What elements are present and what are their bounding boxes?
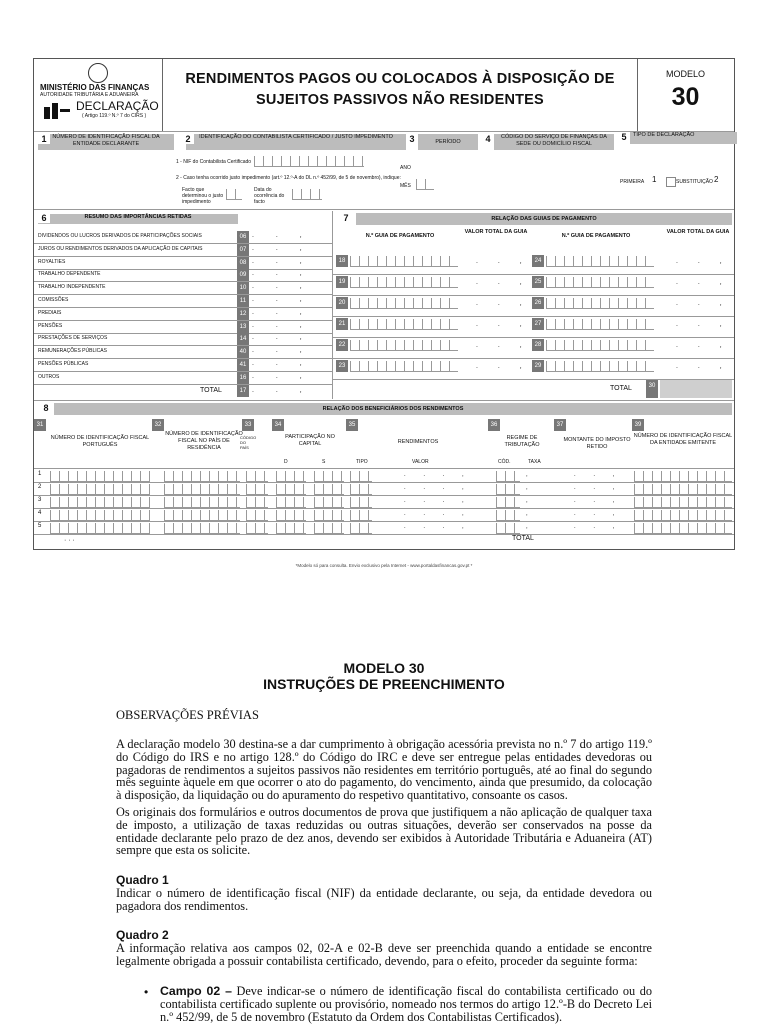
- guia-row-code: 27: [532, 318, 544, 330]
- guia-value-input[interactable]: . . ,: [676, 342, 731, 349]
- guia-number-input[interactable]: [350, 277, 458, 288]
- section-8-number: 8: [40, 403, 52, 413]
- benef-cell-input[interactable]: [496, 471, 520, 482]
- benef-cell-input[interactable]: [314, 497, 344, 508]
- guia-value-input[interactable]: . . ,: [476, 321, 531, 328]
- benef-cell-input[interactable]: [634, 484, 732, 495]
- benef-value-input[interactable]: ,: [526, 498, 536, 504]
- resumo-row-code: 16: [237, 372, 249, 384]
- benef-cell-input[interactable]: [496, 497, 520, 508]
- guia-value-input[interactable]: . . ,: [676, 258, 731, 265]
- benef-cell-input[interactable]: [350, 510, 372, 521]
- resumo-row-value[interactable]: . . ,: [252, 308, 312, 316]
- valor-col-left: VALOR TOTAL DA GUIA: [464, 229, 528, 235]
- section-2-header: [186, 134, 406, 150]
- col-32-header: NÚMERO DE IDENTIFICAÇÃO FISCAL NO PAÍS DE RESIDÊNCIA: [165, 431, 243, 451]
- section-3-title: PERÍODO: [435, 139, 461, 145]
- col-36-header: REGIME DE TRIBUTAÇÃO: [504, 435, 540, 448]
- benef-cell-input[interactable]: [246, 484, 268, 495]
- guias-total-label: TOTAL: [610, 385, 632, 392]
- benef-cell-input[interactable]: [314, 471, 344, 482]
- col-31-header: NÚMERO DE IDENTIFICAÇÃO FISCAL PORTUGUÊS: [50, 435, 150, 448]
- section-1-number: 1: [38, 134, 50, 144]
- resumo-row-code: 11: [237, 295, 249, 307]
- resumo-row-code: 09: [237, 269, 249, 281]
- benef-value-input[interactable]: . . ,: [574, 472, 623, 478]
- col-35-valor: VALOR: [412, 459, 429, 465]
- guia-col-left: N.º GUIA DE PAGAMENTO: [365, 233, 435, 239]
- guia-row-code: 21: [336, 318, 348, 330]
- col-31-code: 31: [34, 419, 46, 431]
- campo-02-body: Deve indicar-se o número de identificação fiscal do contabilista certificado ou do contabilista certificado suplente ou provisório, nomeado nos termos do artigo 12.º-B do Decreto Lei n.º 452/99, de 5 de novembro (Estatuto da Ordem dos Contabilistas Certificados).: [160, 984, 652, 1024]
- resumo-row-code: 07: [237, 244, 249, 256]
- benef-cell-input[interactable]: [350, 497, 372, 508]
- guia-value-input[interactable]: . . ,: [676, 321, 731, 328]
- facto-label: Facto que determinou o justo impedimento: [182, 187, 224, 205]
- quadro-2-text: A informação relativa aos campos 02, 02-A e 02-B deve ser preenchida quando a entidade se encontre legalmente obrigada a possuir contabilista certificado, devendo, para o efeito, proceder da seguinte forma:: [116, 941, 652, 968]
- resumo-row-value[interactable]: . . ,: [252, 270, 312, 278]
- section-4-header: [494, 134, 614, 150]
- resumo-row-label: TRABALHO INDEPENDENTE: [38, 284, 106, 291]
- benef-cell-input[interactable]: [164, 471, 240, 482]
- resumo-row-label: COMISSÕES: [38, 297, 69, 303]
- guia-number-input[interactable]: [546, 298, 654, 309]
- resumo-row-label: TRABALHO DEPENDENTE: [38, 271, 101, 278]
- footnote: *Modelo só para consulta. Envio exclusivo pela Internet - www.portaldasfinancas.gov.pt *: [295, 563, 473, 568]
- modelo-label: MODELO: [665, 69, 705, 79]
- section-1-title: NÚMERO DE IDENTIFICAÇÃO FISCAL DA ENTIDADE DECLARANTE: [52, 134, 160, 147]
- guia-number-input[interactable]: [546, 361, 654, 372]
- ministry-block: [34, 59, 163, 131]
- guia-number-input[interactable]: [350, 340, 458, 351]
- col-36-code: 36: [488, 419, 500, 431]
- benef-cell-input[interactable]: [164, 497, 240, 508]
- guia-value-input[interactable]: . . ,: [476, 300, 531, 307]
- substituicao-label: SUBSTITUIÇÃO: [676, 179, 713, 185]
- resumo-row-value[interactable]: . . ,: [252, 296, 312, 303]
- form-title: [170, 69, 630, 111]
- guia-number-input[interactable]: [350, 298, 458, 309]
- benef-value-input[interactable]: . . ,: [574, 511, 623, 517]
- col-33-header: CÓDIGO DO PAÍS: [240, 435, 257, 450]
- benef-cell-input[interactable]: [314, 523, 344, 534]
- guia-number-input[interactable]: [350, 319, 458, 330]
- section-6-number: 6: [38, 213, 50, 223]
- form-title-line2: SUJEITOS PASSIVOS NÃO RESIDENTES: [256, 92, 544, 108]
- guia-number-input[interactable]: [546, 277, 654, 288]
- resumo-row-label: OUTROS: [38, 373, 60, 380]
- guias-total-value[interactable]: [660, 380, 732, 398]
- primeira-checkbox[interactable]: [666, 177, 676, 187]
- benef-row-number: 2: [38, 484, 42, 490]
- section-5-title: TIPO DE DECLARAÇÃO: [633, 132, 695, 138]
- guia-number-input[interactable]: [546, 340, 654, 351]
- benef-cell-input[interactable]: [276, 523, 306, 534]
- resumo-row-value[interactable]: . . ,: [252, 372, 312, 380]
- resumo-total-label: TOTAL: [200, 387, 222, 394]
- quadro-1-text: Indicar o número de identificação fiscal (NIF) da entidade declarante, ou seja, da entidade devedora ou pagadora dos rendimentos.: [116, 886, 652, 913]
- benef-row-number: 5: [38, 523, 42, 529]
- guia-number-input[interactable]: [546, 319, 654, 330]
- section-8-title: RELAÇÃO DOS BENEFICIÁRIOS DOS RENDIMENTOS: [322, 406, 464, 412]
- guia-value-input[interactable]: . . ,: [476, 258, 531, 265]
- guia-number-input[interactable]: [350, 361, 458, 372]
- resumo-row-label: ROYALTIES: [38, 258, 66, 265]
- col-34-d: D: [284, 459, 288, 465]
- at-logo-icon: [44, 103, 70, 119]
- guia-col-right: N.º GUIA DE PAGAMENTO: [561, 233, 631, 239]
- benef-cell-input[interactable]: [246, 471, 268, 482]
- mes-label: MÊS: [400, 183, 411, 189]
- benef-cell-input[interactable]: [634, 497, 732, 508]
- campo-02-text: [160, 985, 652, 1023]
- resumo-row-code: 10: [237, 282, 249, 294]
- ministry-name: MINISTÉRIO DAS FINANÇAS: [40, 83, 150, 92]
- benef-value-input[interactable]: . . ,: [574, 485, 623, 491]
- benef-total-label: TOTAL: [512, 535, 534, 542]
- section-6-title: RESUMO DAS IMPORTÂNCIAS RETIDAS: [84, 214, 192, 220]
- guia-row-code: 24: [532, 255, 544, 267]
- benef-cell-input[interactable]: [634, 471, 732, 482]
- instructions-title-2: INSTRUÇÕES DE PREENCHIMENTO: [263, 676, 505, 692]
- resumo-row-code: 14: [237, 333, 249, 345]
- bullet-dot: •: [144, 985, 149, 999]
- benef-value-input[interactable]: ,: [526, 511, 536, 517]
- resumo-row-label: PENSÕES: [38, 322, 63, 329]
- benef-cell-input[interactable]: [276, 484, 306, 495]
- resumo-row-label: REMUNERAÇÕES PÚBLICAS: [38, 348, 107, 355]
- modelo-number: 30: [671, 83, 700, 111]
- resumo-row-label: PENSÕES PÚBLICAS: [38, 361, 89, 367]
- authority-name: AUTORIDADE TRIBUTÁRIA E ADUANEIRA: [40, 92, 139, 98]
- benef-value-input[interactable]: . . . ,: [404, 498, 472, 504]
- benef-cell-input[interactable]: [50, 523, 150, 534]
- benef-cell-input[interactable]: [246, 510, 268, 521]
- resumo-row-code: 13: [237, 321, 249, 333]
- col-34-code: 34: [272, 419, 284, 431]
- section-6-header: [38, 214, 238, 224]
- col-36-cod: CÓD.: [498, 459, 511, 465]
- benef-cell-input[interactable]: [350, 484, 372, 495]
- col-39-header: NÚMERO DE IDENTIFICAÇÃO FISCAL DA ENTIDADE EMITENTE: [633, 433, 733, 446]
- col-35-tipo: TIPO: [356, 459, 368, 465]
- benef-cell-input[interactable]: [164, 510, 240, 521]
- guia-value-input[interactable]: . . ,: [476, 363, 531, 370]
- form-title-line1: RENDIMENTOS PAGOS OU COLOCADOS À DISPOSIÇÃO DE: [185, 71, 615, 87]
- data-facto-input[interactable]: [292, 189, 322, 200]
- benef-cell-input[interactable]: [164, 523, 240, 534]
- justo-impedimento-label: 2 - Caso tenha ocorrido justo impedimento (art.º 12.º-A do DL n.º 452/99, de 5 de novembro), indique:: [176, 175, 401, 181]
- guias-total-code: 30: [646, 380, 658, 398]
- resumo-total-value[interactable]: . . ,: [252, 387, 312, 394]
- resumo-row-value[interactable]: . . ,: [252, 283, 312, 291]
- resumo-total-code: 17: [237, 385, 249, 397]
- section-7-header: [356, 213, 732, 225]
- benef-cell-input[interactable]: [276, 510, 306, 521]
- guia-value-input[interactable]: . . ,: [676, 279, 731, 286]
- resumo-row-value[interactable]: . . ,: [252, 232, 312, 239]
- col-37-header: MONTANTE DO IMPOSTO RETIDO: [563, 437, 631, 450]
- ano-label: ANO: [400, 165, 411, 171]
- col-32-code: 32: [152, 419, 164, 431]
- resumo-row-label: JUROS OU RENDIMENTOS DERIVADOS DA APLICAÇÃO DE CAPITAIS: [38, 245, 203, 252]
- resumo-row-value[interactable]: . . ,: [252, 244, 312, 252]
- col-33-code: 33: [242, 419, 254, 431]
- benef-cell-input[interactable]: [164, 484, 240, 495]
- benef-value-input[interactable]: ,: [526, 485, 536, 491]
- guia-row-code: 23: [336, 360, 348, 372]
- nif-cc-label: 1 - NIF do Contabilista Certificado: [176, 159, 252, 165]
- benef-cell-input[interactable]: [246, 497, 268, 508]
- section-3-number: 3: [406, 134, 418, 144]
- campo-02-label: Campo 02 –: [160, 984, 232, 998]
- more-rows-indicator: · · ·: [64, 537, 75, 544]
- resumo-row-value[interactable]: . . ,: [252, 360, 312, 367]
- benef-cell-input[interactable]: [276, 497, 306, 508]
- form-title-block: [162, 59, 638, 131]
- section-8-header: [54, 403, 732, 415]
- col-37-code: 37: [554, 419, 566, 431]
- benef-cell-input[interactable]: [350, 523, 372, 534]
- benef-cell-input[interactable]: [634, 510, 732, 521]
- resumo-row-code: 41: [237, 359, 249, 371]
- resumo-row-code: 40: [237, 346, 249, 358]
- benef-cell-input[interactable]: [314, 484, 344, 495]
- guia-value-input[interactable]: . . ,: [676, 363, 731, 370]
- guia-value-input[interactable]: . . ,: [476, 279, 531, 286]
- benef-row-number: 3: [38, 497, 42, 503]
- benef-cell-input[interactable]: [314, 510, 344, 521]
- section-3-header: [418, 134, 478, 150]
- mes-input[interactable]: [416, 179, 434, 190]
- resumo-row-label: DIVIDENDOS OU LUCROS DERIVADOS DE PARTICIPAÇÕES SOCIAIS: [38, 233, 202, 239]
- instructions-title-1: MODELO 30: [343, 660, 425, 676]
- benef-cell-input[interactable]: [634, 523, 732, 534]
- primeira-label: PRIMEIRA: [620, 179, 645, 185]
- benef-cell-input[interactable]: [496, 510, 520, 521]
- obs-heading: OBSERVAÇÕES PRÉVIAS: [116, 708, 259, 722]
- guia-value-input[interactable]: . . ,: [676, 300, 731, 307]
- primeira-number: 1: [652, 175, 657, 184]
- section-4-number: 4: [482, 134, 494, 144]
- section-1-header: [38, 134, 174, 150]
- benef-row-number: 4: [38, 510, 42, 516]
- section-5-number: 5: [618, 132, 630, 142]
- declaration-label: DECLARAÇÃO: [76, 99, 159, 113]
- section-5-header: [630, 132, 737, 144]
- resumo-row-value[interactable]: . . ,: [252, 257, 312, 265]
- benef-value-input[interactable]: . . . ,: [404, 472, 472, 478]
- resumo-row-label: PRESTAÇÕES DE SERVIÇOS: [38, 335, 108, 342]
- resumo-row-value[interactable]: . . ,: [252, 347, 312, 355]
- section-7-number: 7: [340, 213, 352, 223]
- benef-cell-input[interactable]: [50, 510, 150, 521]
- benef-cell-input[interactable]: [50, 497, 150, 508]
- col-34-s: S: [322, 459, 326, 465]
- resumo-row-code: 12: [237, 308, 249, 320]
- benef-value-input[interactable]: ,: [526, 472, 536, 478]
- col-39-code: 39: [632, 419, 644, 431]
- section-2-number: 2: [182, 134, 194, 144]
- col-36-taxa: TAXA: [528, 459, 541, 465]
- article-ref: ( Artigo 119.º N.º 7 do CIRS ): [82, 113, 147, 119]
- benef-cell-input[interactable]: [350, 471, 372, 482]
- obs-paragraph-2: Os originais dos formulários e outros documentos de prova que justifiquem a não aplicação de qualquer taxa de imposto, a utilização de taxas reduzidas ou outras situações, deverão ser conservados na posse da entidade declarante pelo prazo de dez anos, devendo ser exibidos à Autoridade Tributária e Aduaneira (AT) sempre que esta os solicite.: [116, 805, 652, 858]
- guia-row-code: 22: [336, 339, 348, 351]
- benef-value-input[interactable]: . . ,: [574, 498, 623, 504]
- obs-paragraph-1: A declaração modelo 30 destina-se a dar cumprimento à obrigação acessória prevista no n.º 7 do artigo 119.º do Código do IRS e no artigo 128.º do Código do IRC e deve ser entregue pelas entidades devedoras ou pagadoras de rendimentos a sujeitos passivos não residentes em território português, até ao final do segundo mês seguinte àquele em que ocorrer o ato do pagamento, do vencimento, ainda que presumido, da colocação à disposição, da liquidação ou do apuramento do respetivo quantitativo, consoante os casos.: [116, 737, 652, 803]
- nif-cc-input[interactable]: [254, 156, 364, 167]
- benef-cell-input[interactable]: [276, 471, 306, 482]
- guia-row-code: 18: [336, 255, 348, 267]
- guia-number-input[interactable]: [350, 256, 458, 267]
- guia-row-code: 29: [532, 360, 544, 372]
- guia-row-code: 26: [532, 297, 544, 309]
- guia-value-input[interactable]: . . ,: [476, 342, 531, 349]
- coat-of-arms-icon: [88, 63, 108, 83]
- benef-value-input[interactable]: . . ,: [574, 524, 623, 530]
- benef-cell-input[interactable]: [50, 471, 150, 482]
- data-facto-label: Data do ocorrência do facto: [254, 187, 285, 205]
- guia-number-input[interactable]: [546, 256, 654, 267]
- guia-row-code: 25: [532, 276, 544, 288]
- section-2-title: IDENTIFICAÇÃO DO CONTABILISTA CERTIFICADO / JUSTO IMPEDIMENTO: [199, 134, 393, 140]
- benef-value-input[interactable]: . . . ,: [404, 524, 472, 530]
- guia-row-code: 20: [336, 297, 348, 309]
- resumo-row-value[interactable]: . . ,: [252, 321, 312, 329]
- benef-value-input[interactable]: ,: [526, 524, 536, 530]
- facto-input[interactable]: [226, 189, 242, 200]
- resumo-row-value[interactable]: . . ,: [252, 334, 312, 342]
- guia-row-code: 19: [336, 276, 348, 288]
- section-7-title: RELAÇÃO DAS GUIAS DE PAGAMENTO: [491, 216, 597, 222]
- resumo-row-code: 06: [237, 231, 249, 243]
- col-35-code: 35: [346, 419, 358, 431]
- tax-form: [33, 58, 735, 550]
- section-4-title: CÓDIGO DO SERVIÇO DE FINANÇAS DA SEDE OU DOMICÍLIO FISCAL: [501, 134, 607, 147]
- benef-value-input[interactable]: . . . ,: [404, 485, 472, 491]
- benef-cell-input[interactable]: [496, 523, 520, 534]
- col-35-header: RENDIMENTOS: [397, 439, 439, 445]
- resumo-row-code: 08: [237, 257, 249, 269]
- guia-row-code: 28: [532, 339, 544, 351]
- substituicao-number: 2: [714, 175, 719, 184]
- benef-cell-input[interactable]: [50, 484, 150, 495]
- benef-value-input[interactable]: . . . ,: [404, 511, 472, 517]
- col-34-header: PARTICIPAÇÃO NO CAPITAL: [285, 434, 335, 447]
- quadro-1-heading: Quadro 1: [116, 873, 169, 887]
- modelo-block: [637, 59, 734, 131]
- benef-cell-input[interactable]: [246, 523, 268, 534]
- valor-col-right: VALOR TOTAL DA GUIA: [666, 229, 730, 235]
- resumo-row-label: PREDIAIS: [38, 309, 62, 316]
- benef-cell-input[interactable]: [496, 484, 520, 495]
- quadro-2-heading: Quadro 2: [116, 928, 169, 942]
- benef-row-number: 1: [38, 471, 42, 477]
